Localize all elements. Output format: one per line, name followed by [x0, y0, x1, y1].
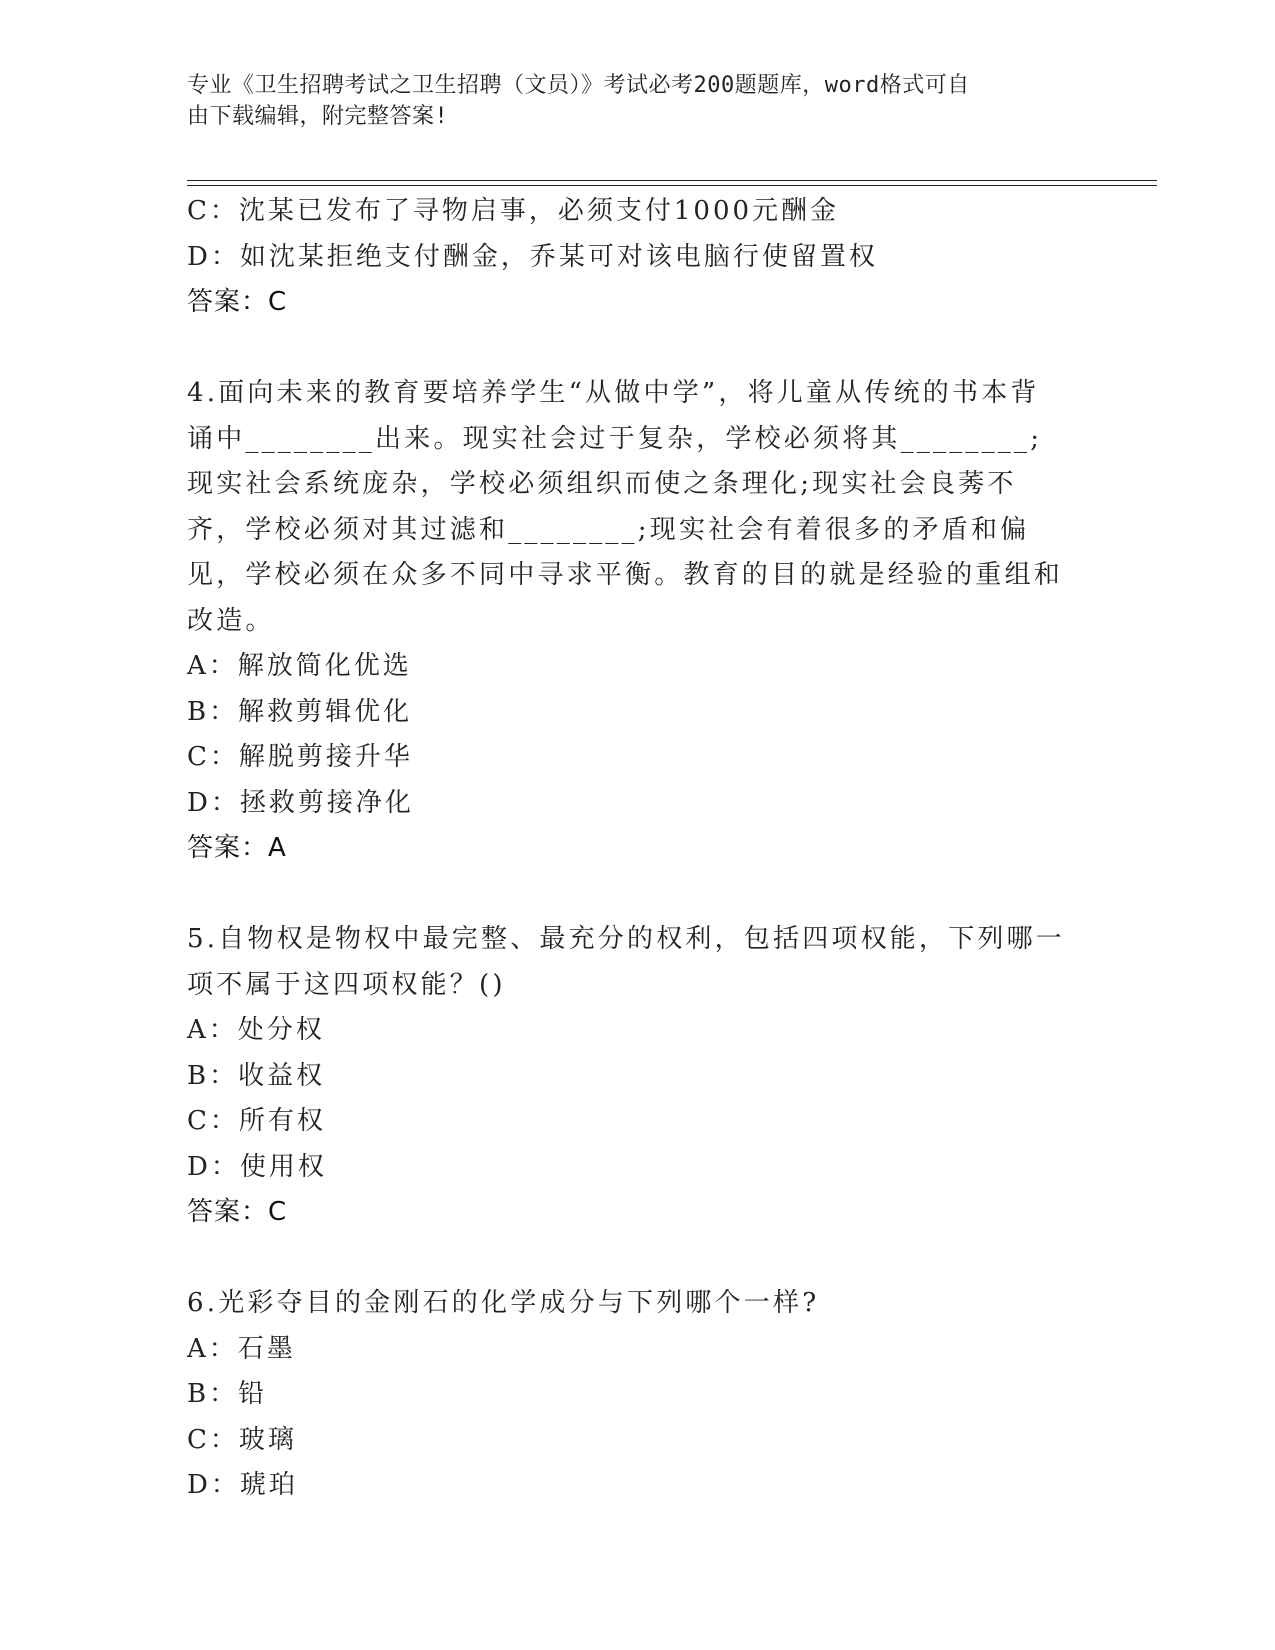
q4-option-b: B：解救剪辑优化	[187, 696, 413, 727]
q3-answer: 答案：C	[187, 287, 288, 317]
q3-option-c: C：沈某已发布了寻物启事，必须支付1000元酬金	[187, 196, 840, 226]
q6-option-a: A：石墨	[187, 1333, 296, 1364]
header-line-2: 由下载编辑，附完整答案!	[187, 104, 449, 129]
q5-answer: 答案：C	[187, 1197, 288, 1227]
document-header	[187, 70, 1067, 132]
q4-option-d: D：拯救剪接净化	[187, 787, 414, 818]
spacer	[187, 872, 1067, 918]
header-line-1: 专业《卫生招聘考试之卫生招聘（文员）》考试必考200题题库，word格式可自	[187, 73, 970, 98]
q5-option-a: A：处分权	[187, 1015, 325, 1045]
q4-option-a: A：解放简化优选	[187, 651, 412, 681]
q5-option-c: C：所有权	[187, 1106, 326, 1136]
q4-option-c: C：解脱剪接升华	[187, 742, 413, 772]
q6-option-d: D：琥珀	[187, 1470, 298, 1500]
q3-option-d: D：如沈某拒绝支付酬金，乔某可对该电脑行使留置权	[187, 241, 878, 272]
header-rule-thin	[187, 185, 1157, 186]
q4-answer: 答案：A	[187, 833, 287, 863]
q6-stem: 6.光彩夺目的金刚石的化学成分与下列哪个一样?	[187, 1288, 820, 1318]
q5-option-b: B：收益权	[187, 1060, 326, 1091]
document-body	[187, 189, 1067, 1509]
spacer	[187, 1236, 1067, 1282]
q4-stem: 4.面向未来的教育要培养学生“从做中学”，将儿童从传统的书本背诵中________出来。现实社会过于复杂，学校必须将其________;现实社会系统庞杂，学校必须组织而使之条理化;现实社会良莠不齐，学校必须对其过滤和________;现实社会有着很多的矛盾和偏见，学校必须在众多不同中寻求平衡。教育的目的就是经验的重组和改造。	[187, 378, 1064, 636]
q5-stem: 5.自物权是物权中最完整、最充分的权利，包括四项权能，下列哪一项不属于这四项权能？()	[187, 924, 1066, 1000]
spacer	[187, 326, 1067, 372]
q5-option-d: D：使用权	[187, 1151, 327, 1182]
q6-option-c: C：玻璃	[187, 1424, 297, 1455]
q6-option-b: B：铅	[187, 1379, 268, 1409]
header-rule-thick	[187, 180, 1157, 181]
